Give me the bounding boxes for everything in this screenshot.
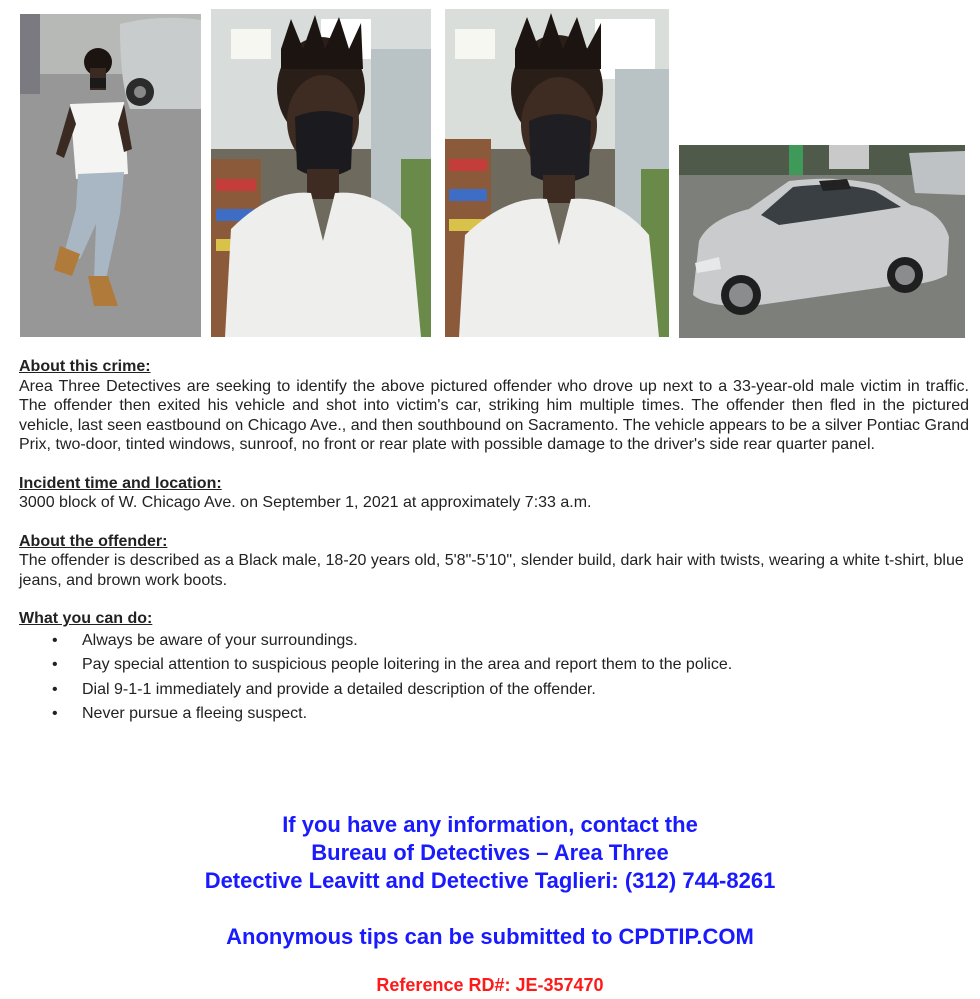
bullet-icon: • [52, 631, 58, 649]
store-closeup-image-2 [445, 9, 669, 337]
silver-car-image [679, 145, 965, 338]
offender-full-body-photo [20, 14, 201, 337]
anonymous-tips-line: Anonymous tips can be submitted to CPDTIP.COM [226, 924, 754, 949]
incident-heading: Incident time and location: [19, 474, 222, 492]
offender-section [19, 532, 969, 591]
crime-section [19, 357, 969, 455]
contact-line-1: If you have any information, contact the [282, 812, 698, 837]
street-scene-image [20, 14, 201, 337]
list-item [19, 629, 969, 654]
list-item [19, 653, 969, 678]
contact-line-3: Detective Leavitt and Detective Taglieri: (312) 744-8261 [204, 868, 776, 893]
offender-closeup-photo [211, 9, 431, 337]
incident-section [19, 474, 969, 513]
actions-section [19, 609, 969, 727]
offender-heading: About the offender: [19, 532, 168, 550]
crime-description: Area Three Detectives are seeking to identify the above pictured offender who drove up next to a 33-year-old male victim in traffic. The offender then exited his vehicle and shot into victim's car, striking him multiple times. The offender then fled in the pictured vehicle, last seen eastbound on Chicago Ave., and then southbound on Sacramento. The vehicle appears to be a silver Pontiac Grand Prix, two-door, tinted windows, sunroof, no front or rear plate with possible damage to the driver's side rear quarter panel. [19, 377, 969, 453]
vehicle-photo [679, 145, 965, 338]
actions-list [19, 629, 969, 727]
list-item-text: Dial 9-1-1 immediately and provide a detailed description of the offender. [82, 680, 596, 698]
list-item-text: Never pursue a fleeing suspect. [82, 705, 308, 722]
offender-closeup-photo-2 [445, 9, 669, 337]
reference-number: Reference RD#: JE-357470 [376, 975, 604, 995]
incident-description: 3000 block of W. Chicago Ave. on September 1, 2021 at approximately 7:33 a.m. [19, 494, 592, 511]
bullet-icon: • [52, 680, 58, 698]
list-item [19, 702, 969, 727]
bullet-icon: • [52, 656, 58, 673]
crime-heading: About this crime: [19, 358, 151, 375]
list-item [19, 678, 969, 703]
bulletin-body [19, 357, 969, 746]
store-closeup-image [211, 9, 431, 337]
offender-description: The offender is described as a Black male, 18-20 years old, 5'8"-5'10", slender build, dark hair with twists, wearing a white t-shirt, blue jeans, and brown work boots. [19, 552, 964, 589]
list-item-text: Always be aware of your surroundings. [82, 631, 358, 649]
list-item-text: Pay special attention to suspicious people loitering in the area and report them to the police. [82, 656, 733, 673]
contact-line-2: Bureau of Detectives – Area Three [311, 840, 669, 865]
actions-heading: What you can do: [19, 610, 153, 627]
bullet-icon: • [52, 705, 58, 722]
